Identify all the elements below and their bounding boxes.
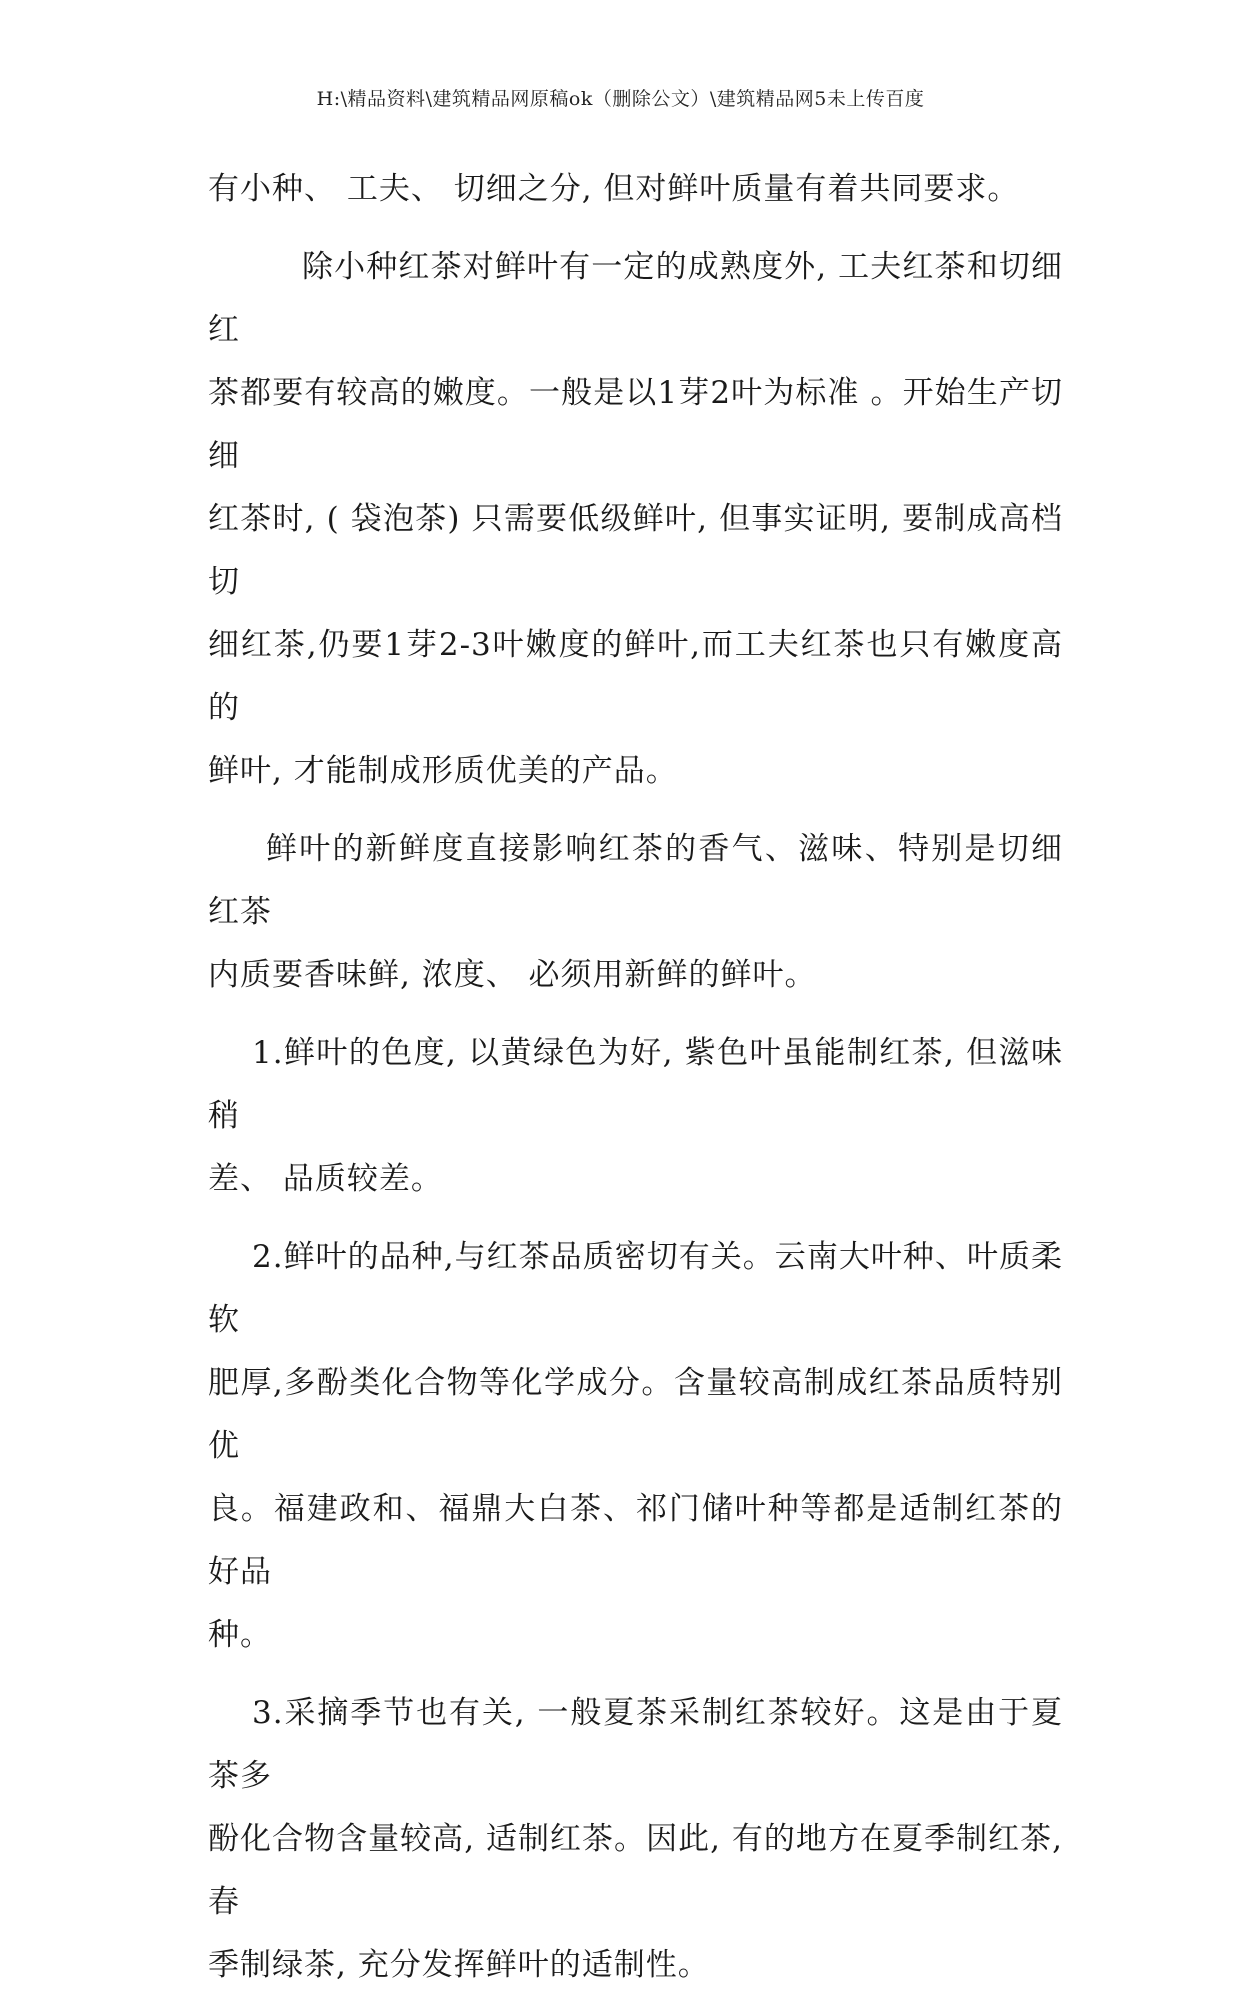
paragraph-line: 差、 品质较差。 (208, 1161, 443, 1197)
paragraph-line: 细红茶,仍要1芽2-3叶嫩度的鲜叶,而工夫红茶也只有嫩度高的 (208, 627, 1063, 726)
paragraph-line: 1.鲜叶的色度, 以黄绿色为好, 紫色叶虽能制红茶, 但滋味稍 (208, 1035, 1063, 1134)
paragraph-line: 种。 (208, 1617, 272, 1653)
paragraph-line: 良。福建政和、福鼎大白茶、祁门储叶种等都是适制红茶的好品 (208, 1491, 1063, 1590)
document-body (208, 158, 1063, 2012)
paragraph-2 (208, 236, 1063, 803)
paragraph-line: 茶都要有较高的嫩度。一般是以1芽2叶为标准 。开始生产切细 (208, 375, 1063, 474)
paragraph-line: 鲜叶, 才能制成形质优美的产品。 (208, 753, 678, 789)
paragraph-line: 季制绿茶, 充分发挥鲜叶的适制性。 (208, 1947, 710, 1983)
paragraph-line: 2.鲜叶的品种,与红茶品质密切有关。云南大叶种、叶质柔软 (208, 1239, 1063, 1338)
paragraph-line: 除小种红茶对鲜叶有一定的成熟度外, 工夫红茶和切细红 (208, 249, 1063, 348)
paragraph-4 (208, 1022, 1063, 1211)
page-header-path: H:\精品资料\建筑精品网原稿ok（删除公文）\建筑精品网5未上传百度 (316, 88, 925, 110)
paragraph-line: 有小种、 工夫、 切细之分, 但对鲜叶质量有着共同要求。 (208, 171, 1020, 207)
paragraph-line: 内质要香味鲜, 浓度、 必须用新鲜的鲜叶。 (208, 957, 817, 993)
paragraph-line: 酚化合物含量较高, 适制红茶。因此, 有的地方在夏季制红茶, 春 (208, 1821, 1063, 1920)
paragraph-6 (208, 1682, 1063, 1997)
paragraph-line: 肥厚,多酚类化合物等化学成分。含量较高制成红茶品质特别优 (208, 1365, 1063, 1464)
paragraph-5 (208, 1226, 1063, 1667)
paragraph-line: 红茶时, ( 袋泡茶) 只需要低级鲜叶, 但事实证明, 要制成高档切 (208, 501, 1063, 600)
paragraph-line: 3.采摘季节也有关, 一般夏茶采制红茶较好。这是由于夏茶多 (208, 1695, 1063, 1794)
paragraph-1 (208, 158, 1063, 221)
paragraph-line: 鲜叶的新鲜度直接影响红茶的香气、滋味、特别是切细红茶 (208, 831, 1063, 930)
paragraph-3 (208, 818, 1063, 1007)
